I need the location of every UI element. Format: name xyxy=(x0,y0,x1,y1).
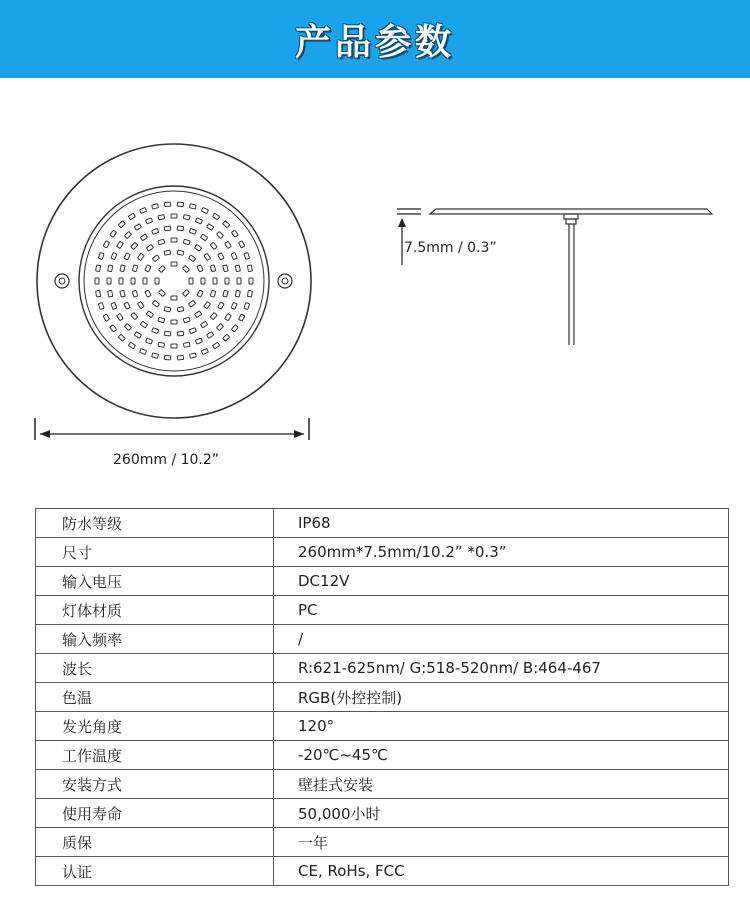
led-array xyxy=(95,202,253,360)
spec-table xyxy=(35,508,729,886)
led-dot xyxy=(183,342,190,347)
led-dot xyxy=(201,278,205,284)
led-dot xyxy=(183,215,190,220)
spec-value: 一年 xyxy=(274,828,729,857)
led-dot xyxy=(131,278,135,284)
led-dot xyxy=(195,338,202,344)
led-dot xyxy=(206,332,213,339)
led-dot xyxy=(152,353,159,358)
led-dot xyxy=(152,228,159,234)
led-dot xyxy=(95,278,99,284)
table-row xyxy=(36,770,729,799)
led-dot xyxy=(96,265,101,272)
led-dot xyxy=(239,241,245,248)
thickness-label: 7.5mm / 0.3” xyxy=(404,240,497,256)
led-dot xyxy=(145,290,151,297)
led-dot xyxy=(171,296,177,300)
led-dot xyxy=(223,290,228,297)
led-dot xyxy=(223,334,230,341)
led-dot xyxy=(189,300,196,307)
led-dot xyxy=(146,244,153,251)
led-dot xyxy=(189,255,196,262)
led-dot xyxy=(103,241,109,248)
led-dot xyxy=(117,241,124,248)
led-dot xyxy=(164,355,170,359)
diameter-label: 260mm / 10.2” xyxy=(113,452,220,468)
spec-label: 色温 xyxy=(36,683,274,712)
spec-label: 工作温度 xyxy=(36,741,274,770)
product-drawing xyxy=(0,90,750,490)
led-dot xyxy=(140,234,147,241)
led-dot xyxy=(200,321,207,328)
led-dot xyxy=(189,278,193,284)
page-title: 产品参数 xyxy=(294,21,455,63)
led-dot xyxy=(131,242,138,249)
led-dot xyxy=(216,231,223,238)
led-dot xyxy=(206,224,213,231)
led-dot xyxy=(140,348,147,354)
led-dot xyxy=(98,253,104,260)
led-dot xyxy=(120,290,125,297)
led-dot xyxy=(212,342,219,349)
led-dot xyxy=(158,215,165,220)
led-dot xyxy=(128,213,135,220)
led-dot xyxy=(210,242,217,249)
table-row xyxy=(36,857,729,886)
led-dot xyxy=(210,265,216,272)
led-dot xyxy=(164,226,170,231)
led-dot xyxy=(231,325,238,332)
spec-label: 认证 xyxy=(36,857,274,886)
table-row xyxy=(36,654,729,683)
led-dot xyxy=(98,303,104,310)
led-dot xyxy=(110,325,117,332)
led-dot xyxy=(249,278,253,284)
led-dot xyxy=(177,226,183,231)
table-row xyxy=(36,538,729,567)
led-dot xyxy=(247,265,252,272)
led-dot xyxy=(201,348,208,354)
led-dot xyxy=(124,253,130,260)
led-dot xyxy=(118,334,125,341)
led-dot xyxy=(218,253,224,260)
led-dot xyxy=(171,238,177,242)
led-dot xyxy=(158,342,165,347)
spec-label: 灯体材质 xyxy=(36,596,274,625)
cable-gland xyxy=(564,214,578,219)
header-banner xyxy=(0,0,750,78)
led-dot xyxy=(120,265,125,272)
led-dot xyxy=(152,255,159,262)
led-dot xyxy=(194,244,201,251)
table-row xyxy=(36,596,729,625)
led-dot xyxy=(171,344,177,348)
spec-label: 发光角度 xyxy=(36,712,274,741)
led-dot xyxy=(124,302,130,309)
front-view xyxy=(37,144,311,418)
led-dot xyxy=(247,290,252,297)
led-dot xyxy=(107,278,111,284)
led-dot xyxy=(158,239,165,245)
spec-label: 波长 xyxy=(36,654,274,683)
led-dot xyxy=(197,265,203,272)
led-dot xyxy=(177,202,183,206)
spec-value: -20℃~45℃ xyxy=(274,741,729,770)
led-dot xyxy=(96,290,101,297)
led-dot xyxy=(164,331,170,336)
table-row xyxy=(36,741,729,770)
led-dot xyxy=(171,320,177,324)
led-dot xyxy=(152,204,159,209)
led-dot xyxy=(146,218,153,224)
led-dot xyxy=(177,331,183,336)
mount-hole-left xyxy=(55,274,69,288)
led-dot xyxy=(177,307,184,312)
led-dot xyxy=(143,278,147,284)
led-dot xyxy=(164,202,170,206)
spec-value: 壁挂式安装 xyxy=(274,770,729,799)
thickness-dimension xyxy=(397,209,421,265)
led-dot xyxy=(140,321,147,328)
table-row xyxy=(36,712,729,741)
spec-value: 120° xyxy=(274,712,729,741)
led-dot xyxy=(216,323,223,330)
spec-label: 质保 xyxy=(36,828,274,857)
led-dot xyxy=(190,204,197,209)
led-dot xyxy=(132,290,138,297)
led-dot xyxy=(108,290,113,297)
table-row xyxy=(36,683,729,712)
led-dot xyxy=(204,253,211,260)
spec-value: RGB(外控控制) xyxy=(274,683,729,712)
led-dot xyxy=(158,265,165,272)
led-dot xyxy=(210,313,217,320)
spec-value: PC xyxy=(274,596,729,625)
led-dot xyxy=(213,278,217,284)
mount-hole-right xyxy=(278,274,292,288)
led-dot xyxy=(103,314,109,321)
led-dot xyxy=(195,218,202,224)
spec-label: 使用寿命 xyxy=(36,799,274,828)
led-dot xyxy=(118,221,125,228)
led-dot xyxy=(155,278,159,284)
table-row xyxy=(36,799,729,828)
side-profile xyxy=(430,209,712,214)
spec-label: 防水等级 xyxy=(36,509,274,538)
led-dot xyxy=(244,253,250,260)
led-dot xyxy=(231,253,237,260)
led-dot xyxy=(131,313,138,320)
led-dot xyxy=(225,278,229,284)
led-dot xyxy=(134,224,141,231)
led-dot xyxy=(235,290,240,297)
led-dot xyxy=(183,317,190,323)
led-dot xyxy=(225,241,232,248)
led-dot xyxy=(134,332,141,339)
led-dot xyxy=(197,290,203,297)
led-dot xyxy=(111,253,117,260)
led-dot xyxy=(177,250,184,255)
led-dot xyxy=(158,289,165,296)
led-dot xyxy=(231,302,237,309)
led-dot xyxy=(200,234,207,241)
led-dot xyxy=(146,311,153,318)
led-dot xyxy=(146,338,153,344)
led-dot xyxy=(137,301,144,308)
led-dot xyxy=(218,302,224,309)
spec-label: 输入频率 xyxy=(36,625,274,654)
spec-value: 260mm*7.5mm/10.2” *0.3” xyxy=(274,538,729,567)
led-dot xyxy=(189,328,196,334)
led-dot xyxy=(145,265,151,272)
led-dot xyxy=(183,239,190,245)
led-dot xyxy=(225,313,232,320)
led-dot xyxy=(152,300,159,307)
led-dot xyxy=(189,228,196,234)
led-dot xyxy=(201,207,208,213)
led-dot xyxy=(152,328,159,334)
led-dot xyxy=(210,290,216,297)
spec-label: 输入电压 xyxy=(36,567,274,596)
table-row xyxy=(36,625,729,654)
led-dot xyxy=(117,313,124,320)
led-dot xyxy=(223,221,230,228)
side-view xyxy=(430,209,712,345)
led-dot xyxy=(190,353,197,358)
led-dot xyxy=(239,314,245,321)
led-dot xyxy=(177,355,183,359)
diameter-dimension xyxy=(35,418,309,440)
led-dot xyxy=(171,262,177,266)
led-dot xyxy=(132,265,138,272)
led-dot xyxy=(140,207,147,213)
led-dot xyxy=(164,250,171,255)
led-dot xyxy=(128,342,135,349)
spec-value: IP68 xyxy=(274,509,729,538)
spec-value: DC12V xyxy=(274,567,729,596)
led-dot xyxy=(235,265,240,272)
led-dot xyxy=(223,265,228,272)
led-dot xyxy=(108,265,113,272)
led-dot xyxy=(171,214,177,218)
led-dot xyxy=(111,302,117,309)
led-dot xyxy=(158,317,165,323)
spec-value: 50,000小时 xyxy=(274,799,729,828)
spec-value: CE, RoHs, FCC xyxy=(274,857,729,886)
led-dot xyxy=(212,213,219,220)
led-dot xyxy=(244,303,250,310)
led-dot xyxy=(119,278,123,284)
led-dot xyxy=(137,253,144,260)
led-dot xyxy=(124,323,131,330)
led-dot xyxy=(110,230,117,237)
led-dot xyxy=(182,265,189,272)
led-dot xyxy=(231,230,238,237)
outer-rim xyxy=(37,144,311,418)
spec-label: 安装方式 xyxy=(36,770,274,799)
spec-value: / xyxy=(274,625,729,654)
led-dot xyxy=(164,307,171,312)
spec-value: R:621-625nm/ G:518-520nm/ B:464-467 xyxy=(274,654,729,683)
led-dot xyxy=(237,278,241,284)
led-dot xyxy=(182,289,189,296)
table-row xyxy=(36,509,729,538)
led-dot xyxy=(194,311,201,318)
led-dot xyxy=(204,301,211,308)
table-row xyxy=(36,567,729,596)
led-dot xyxy=(124,231,131,238)
spec-label: 尺寸 xyxy=(36,538,274,567)
table-row xyxy=(36,828,729,857)
